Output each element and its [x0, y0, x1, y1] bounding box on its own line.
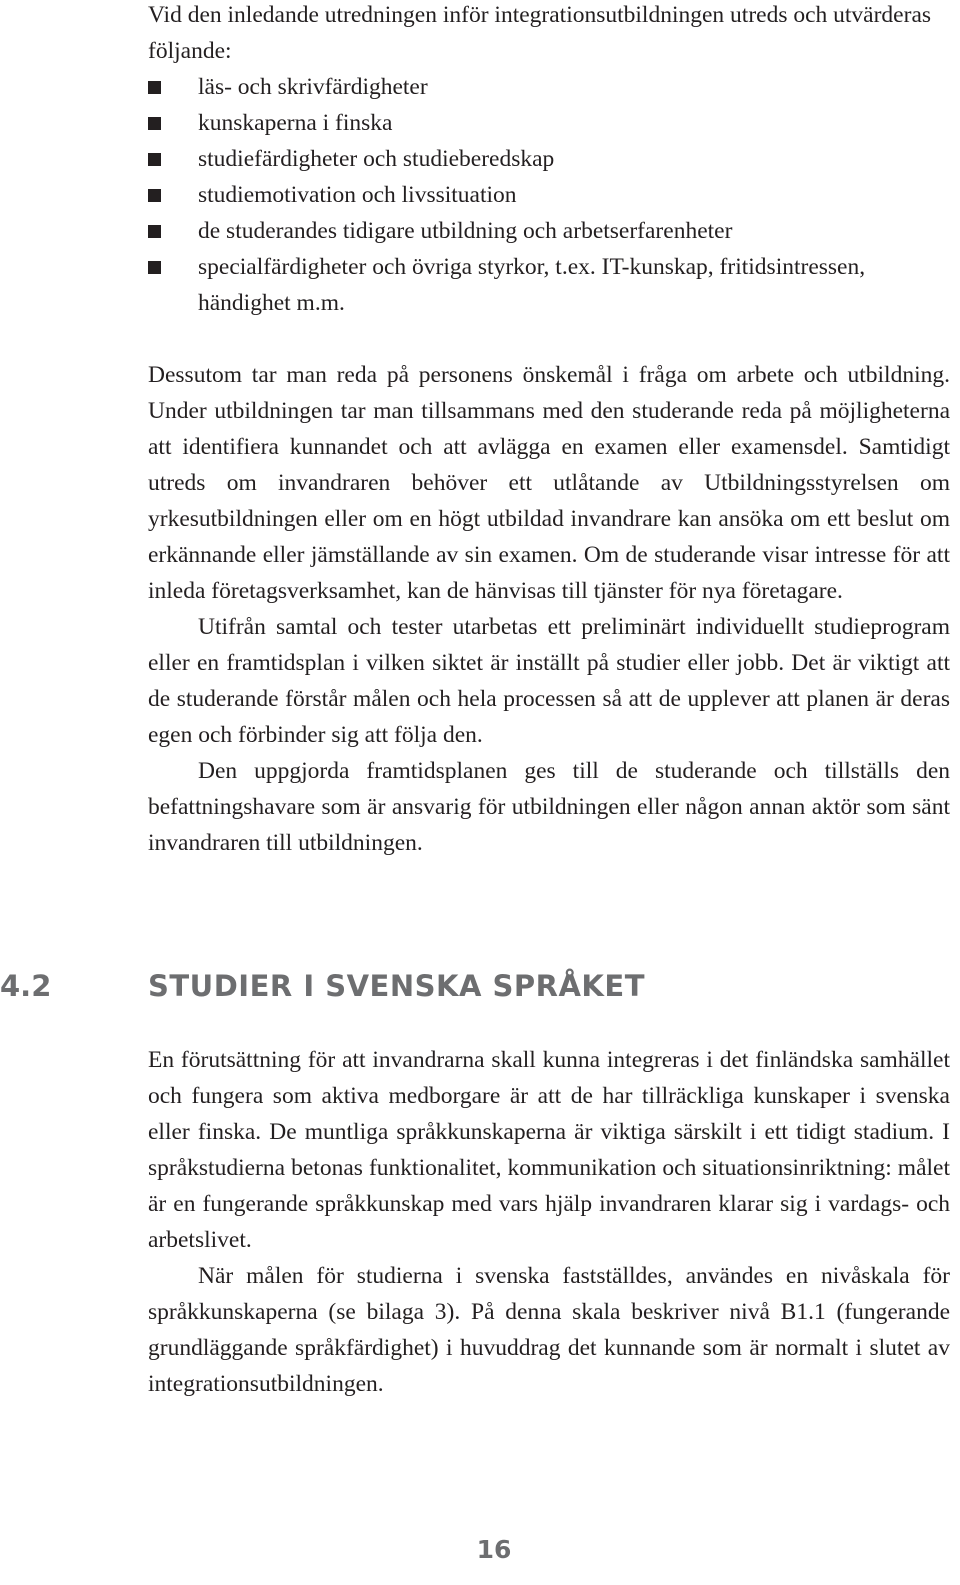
square-bullet-icon: [148, 117, 161, 130]
square-bullet-icon: [148, 261, 161, 274]
list-item: [148, 105, 950, 141]
section-title: STUDIER I SVENSKA SPRÅKET: [148, 969, 645, 1003]
section2-body: [148, 1042, 950, 1402]
paragraph: Den uppgjorda framtidsplanen ges till de studerande och tillställs den befattningshavare som är ansvarig för utbildningen eller någon annan aktör som sänt invandraren till utbildningen.: [148, 758, 950, 856]
list-item: [148, 249, 950, 321]
bullet-list: [148, 69, 950, 321]
list-item: [148, 213, 950, 249]
list-item-text: de studerandes tidigare utbildning och arbetserfarenheter: [198, 218, 733, 244]
paragraph: Dessutom tar man reda på personens önskemål i fråga om arbete och utbildning. Under utbildningen tar man tillsammans med den studerande reda på möjligheterna att identifiera kunnandet och att avlägga en examen eller examensdel. Samtidigt utreds om invandraren behöver ett utlåtande av Utbildningsstyrelsen om yrkesutbildningen eller om en högt utbildad invandrare kan ansöka om ett beslut om erkännande eller jämställande av sin examen. Om de studerande visar intresse för att inleda företagsverksamhet, kan de hänvisas till tjänster för nya företagare.: [148, 362, 950, 604]
intro-lead: Vid den inledande utredningen inför integrationsutbildningen utreds och utvärderas följande:: [148, 2, 932, 64]
intro-block: [148, 0, 950, 321]
page-number: 16: [476, 1535, 512, 1564]
paragraph: När målen för studierna i svenska fastställdes, användes en nivåskala för språkkunskaperna (se bilaga 3). På denna skala beskriver nivå B1.1 (fungerande grundläggande språkfärdighet) i huvuddrag det kunnande som är normalt i slutet av integrationsutbildningen.: [148, 1263, 950, 1397]
list-item: [148, 69, 950, 105]
square-bullet-icon: [148, 225, 161, 238]
section-number: 4.2: [0, 969, 52, 1003]
list-item-text: läs- och skrivfärdigheter: [198, 74, 428, 100]
square-bullet-icon: [148, 189, 161, 202]
list-item-text: studiefärdigheter och studieberedskap: [198, 146, 555, 172]
square-bullet-icon: [148, 153, 161, 166]
paragraph: En förutsättning för att invandrarna skall kunna integreras i det finländska samhället och fungera som aktiva medborgare är att de har tillräckliga kunskaper i svenska eller finska. De muntliga språkkunskaperna är viktiga särskilt i ett tidigt stadium. I språkstudierna betonas funktionalitet, kommunikation och situationsinriktning: målet är en fungerande språkkunskap med vars hjälp invandraren klarar sig i vardags- och arbetslivet.: [148, 1047, 950, 1253]
list-item-text: kunskaperna i finska: [198, 110, 393, 136]
list-item-text: studiemotivation och livssituation: [198, 182, 517, 208]
section-heading: [0, 968, 960, 1008]
list-item: [148, 141, 950, 177]
square-bullet-icon: [148, 81, 161, 94]
list-item: [148, 177, 950, 213]
paragraph: Utifrån samtal och tester utarbetas ett preliminärt individuellt studieprogram eller en framtidsplan i vilken siktet är inställt på studier eller jobb. Det är viktigt att de studerande förstår målen och hela processen så att de upplever att planen är deras egen och förbinder sig att följa den.: [148, 614, 950, 748]
section1-body: [148, 357, 950, 861]
list-item-text: specialfärdigheter och övriga styrkor, t.ex. IT-kunskap, fritidsintressen, händighet m.m.: [198, 254, 866, 316]
